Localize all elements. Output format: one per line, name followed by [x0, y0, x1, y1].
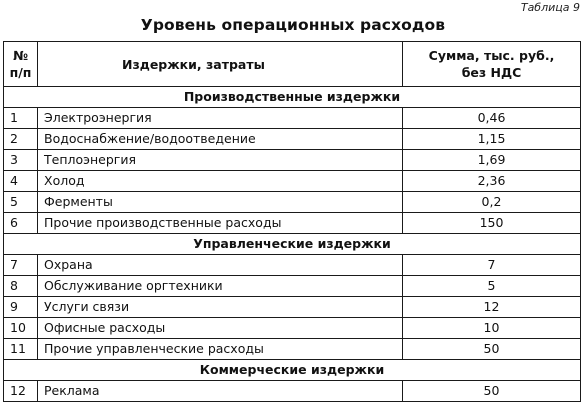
row-name: Охрана [38, 255, 403, 276]
table-row [4, 276, 581, 297]
row-name: Услуги связи [38, 297, 403, 318]
section-row [4, 234, 581, 255]
row-name: Прочие управленческие расходы [38, 339, 403, 360]
row-number: 10 [4, 318, 38, 339]
row-value: 0,2 [403, 192, 581, 213]
row-value: 10 [403, 318, 581, 339]
section-title: Коммерческие издержки [4, 360, 581, 381]
table-title: Уровень операционных расходов [140, 16, 446, 34]
table-row [4, 171, 581, 192]
table-row [4, 192, 581, 213]
table-row [4, 297, 581, 318]
row-name: Теплоэнергия [38, 150, 403, 171]
row-value: 5 [403, 276, 581, 297]
row-number: 3 [4, 150, 38, 171]
header-num-line2: п/п [9, 65, 32, 80]
row-number: 2 [4, 129, 38, 150]
table-header-row [4, 42, 581, 87]
table-row [4, 255, 581, 276]
row-number: 11 [4, 339, 38, 360]
table-row [4, 150, 581, 171]
row-number: 5 [4, 192, 38, 213]
header-sum-line2: без НДС [461, 65, 522, 80]
row-name: Реклама [38, 381, 403, 402]
row-number: 6 [4, 213, 38, 234]
row-number: 4 [4, 171, 38, 192]
row-number: 1 [4, 108, 38, 129]
header-num [4, 42, 38, 87]
table-row [4, 318, 581, 339]
costs-table [3, 41, 581, 402]
row-value: 50 [403, 339, 581, 360]
row-number: 12 [4, 381, 38, 402]
row-number: 8 [4, 276, 38, 297]
row-name: Водоснабжение/водоотведение [38, 129, 403, 150]
row-number: 7 [4, 255, 38, 276]
table-row [4, 129, 581, 150]
row-value: 50 [403, 381, 581, 402]
row-name: Холод [38, 171, 403, 192]
section-row [4, 87, 581, 108]
header-sum-line1: Сумма, тыс. руб., [428, 48, 555, 63]
row-value: 2,36 [403, 171, 581, 192]
header-sum [403, 42, 581, 87]
section-title: Управленческие издержки [4, 234, 581, 255]
row-number: 9 [4, 297, 38, 318]
row-name: Прочие производственные расходы [38, 213, 403, 234]
row-value: 12 [403, 297, 581, 318]
row-value: 1,69 [403, 150, 581, 171]
row-name: Ферменты [38, 192, 403, 213]
header-num-line1: № [12, 48, 29, 63]
table-row [4, 381, 581, 402]
table-row [4, 339, 581, 360]
header-name: Издержки, затраты [38, 42, 403, 87]
row-value: 0,46 [403, 108, 581, 129]
row-name: Офисные расходы [38, 318, 403, 339]
row-name: Электроэнергия [38, 108, 403, 129]
row-value: 1,15 [403, 129, 581, 150]
section-title: Производственные издержки [4, 87, 581, 108]
row-name: Обслуживание оргтехники [38, 276, 403, 297]
section-row [4, 360, 581, 381]
table-body [4, 87, 581, 402]
table-row [4, 213, 581, 234]
table-caption: Таблица 9 [520, 1, 580, 14]
row-value: 7 [403, 255, 581, 276]
row-value: 150 [403, 213, 581, 234]
table-row [4, 108, 581, 129]
